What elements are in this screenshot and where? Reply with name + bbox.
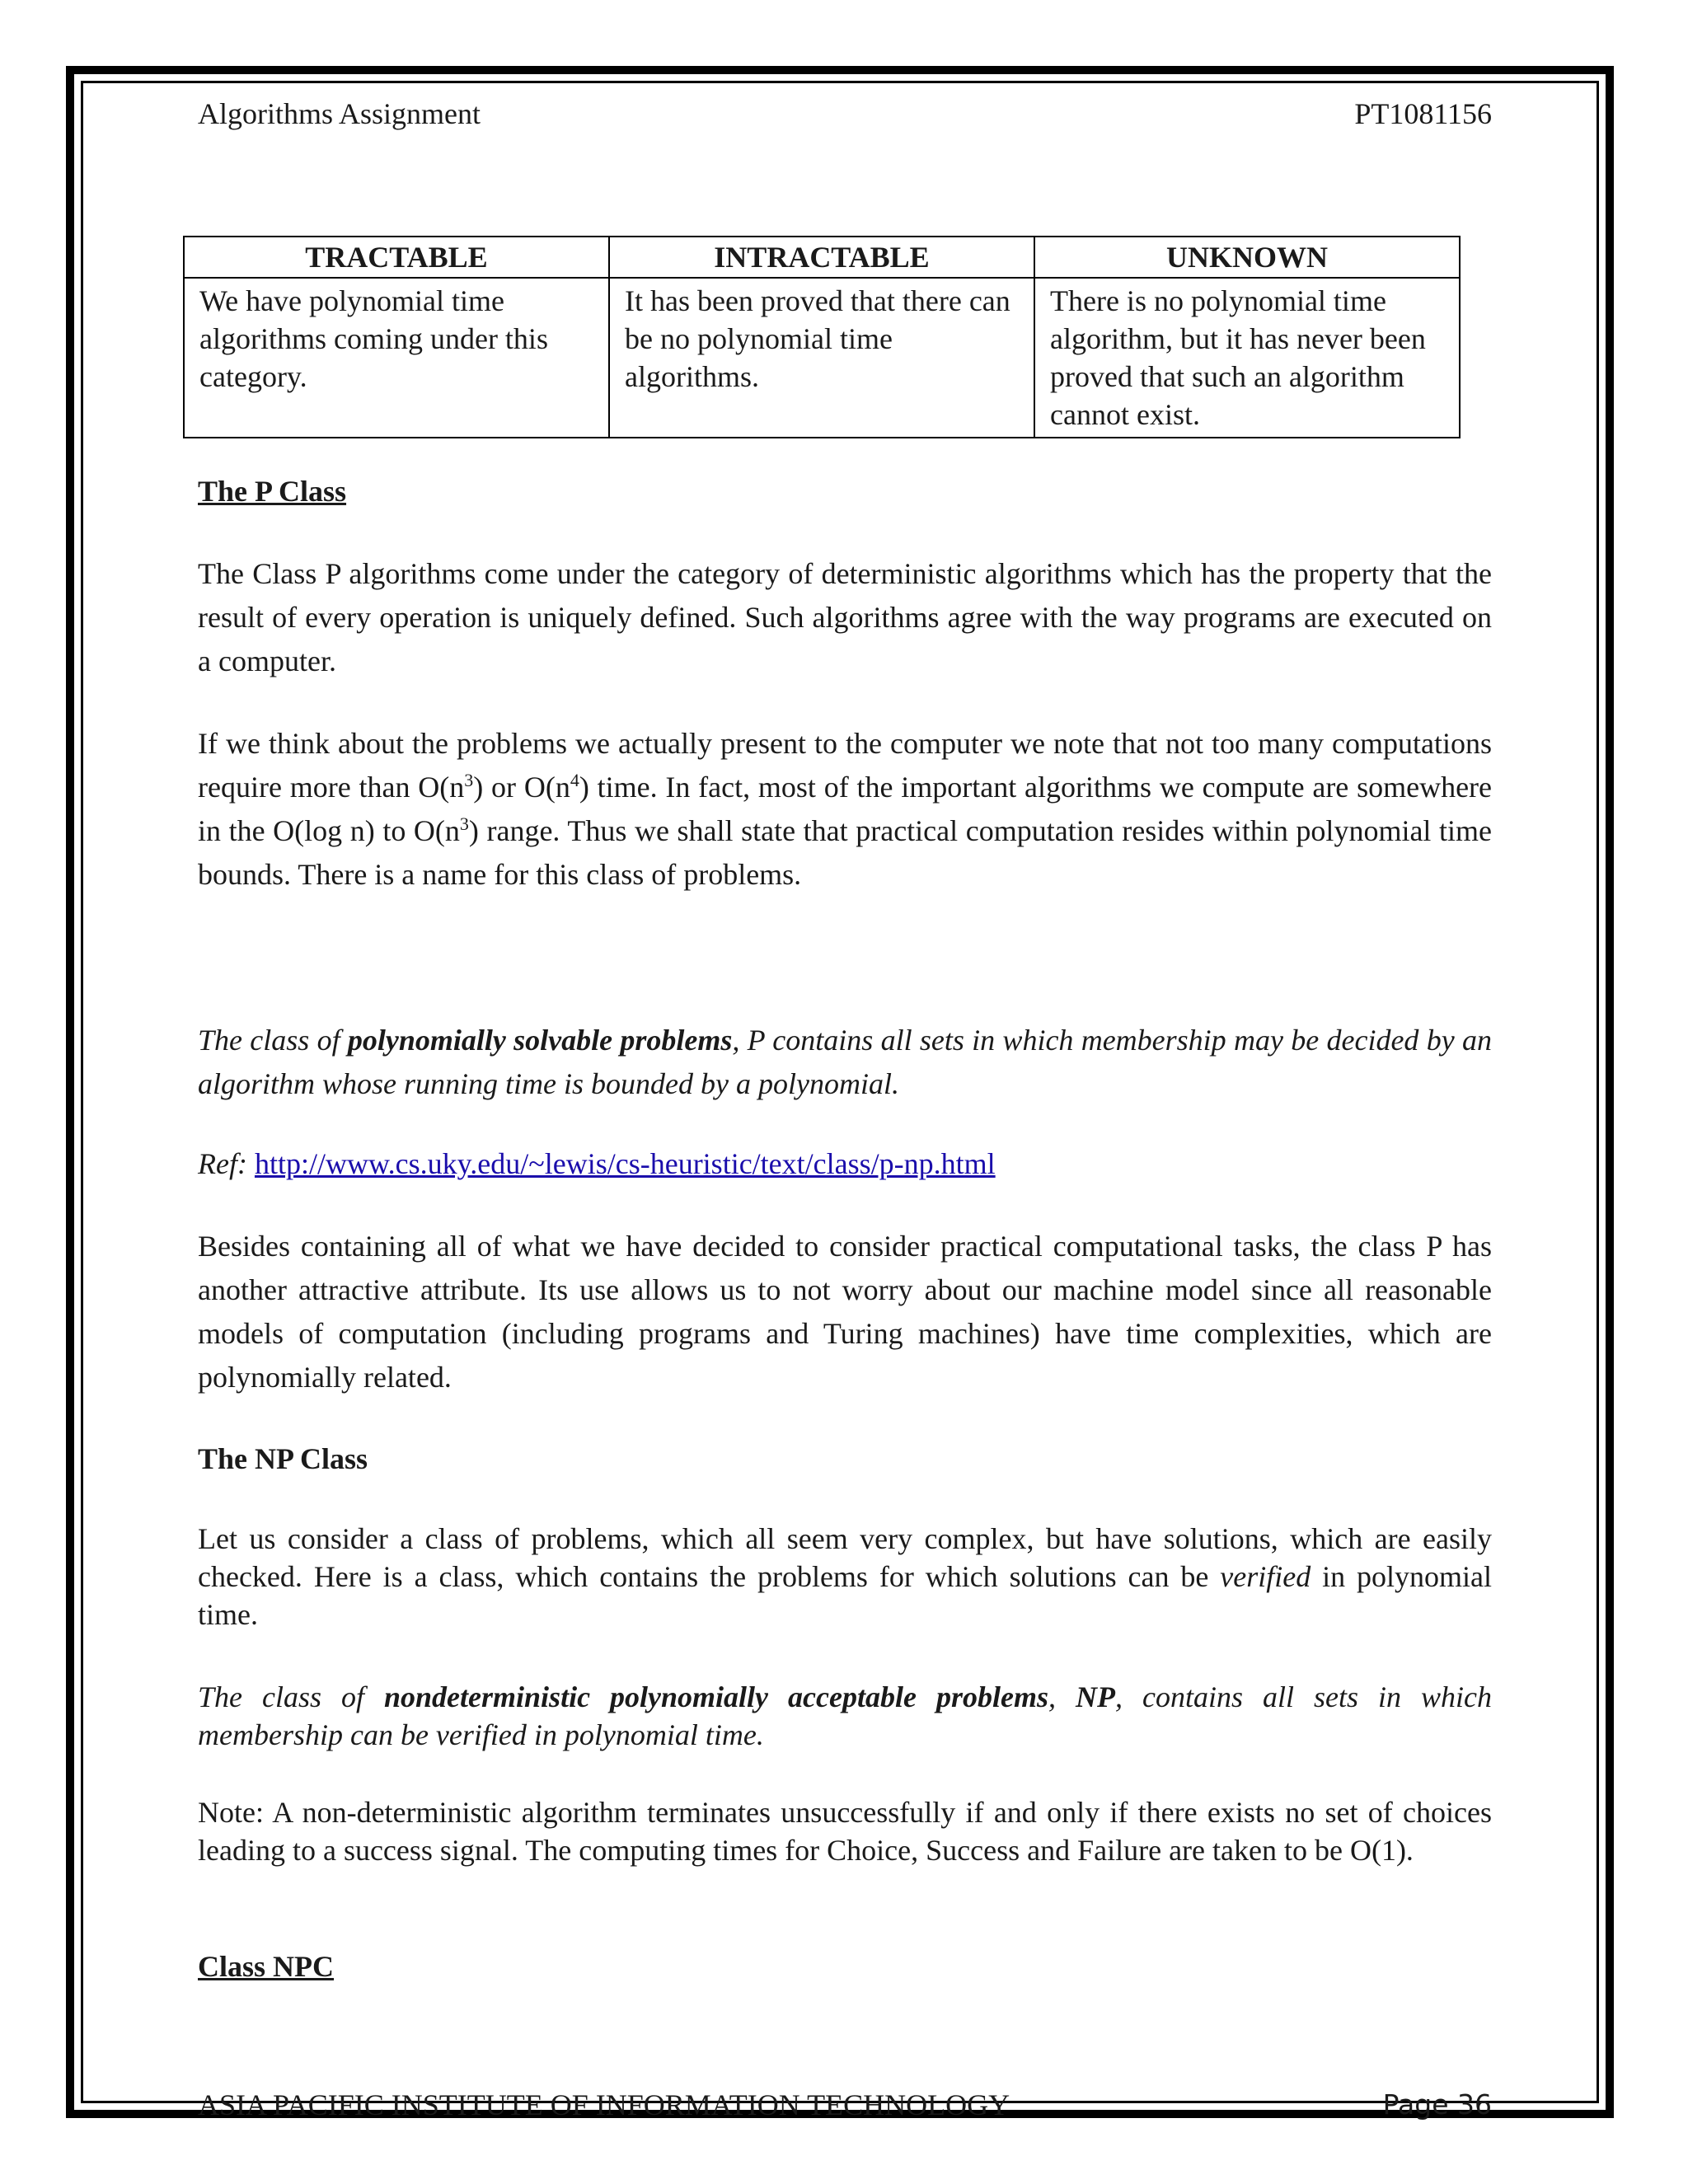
text-run: If we think about the problems we actually present to the computer we note that not too many computations require more than O(n	[198, 727, 1492, 804]
tractability-table	[183, 236, 1461, 438]
footer-institute: ASIA PACIFIC INSTITUTE OF INFORMATION TECHNOLOGY	[198, 2088, 1010, 2121]
header-student-id: PT1081156	[1354, 97, 1492, 130]
table-header-cell: UNKNOWN	[1034, 237, 1460, 278]
table-header-cell: INTRACTABLE	[609, 237, 1034, 278]
superscript: 3	[459, 813, 469, 834]
p-class-heading-block	[198, 473, 1492, 509]
paragraph	[198, 1520, 1492, 1633]
text-run: , contains all sets in which membership can be verified in polynomial time.	[198, 1680, 1492, 1751]
header-title: Algorithms Assignment	[198, 97, 481, 130]
section-heading: The P Class	[198, 475, 347, 508]
text-run: The class of	[198, 1680, 385, 1713]
text-run: ) or O(n	[473, 771, 570, 804]
reference-line	[198, 1142, 1492, 1186]
page-number: Page 36	[1382, 2088, 1492, 2121]
table-header-cell: TRACTABLE	[184, 237, 609, 278]
p-class-definition-block	[198, 1019, 1492, 1106]
paragraph: Besides containing all of what we have decided to consider practical computational tasks, the class P has another attractive attribute. Its use allows us to not worry about our machine model since all reasonable models of computation (including programs and Turing machines) have time complexities, which are polynomially related.	[198, 1230, 1492, 1394]
np-class-heading-block	[198, 1441, 1492, 1477]
bold-term: polynomially solvable problems	[347, 1024, 733, 1057]
bold-term: NP	[1075, 1680, 1115, 1713]
text-run: ) time. In fact, most of the important algorithms we compute are somewhere in the O(log n) to O(n	[198, 771, 1493, 847]
superscript: 4	[570, 770, 579, 790]
p-class-para2-block	[198, 722, 1492, 897]
npc-heading-block	[198, 1948, 1492, 1985]
reference-block	[198, 1142, 1492, 1186]
section-heading: The NP Class	[198, 1442, 368, 1475]
text-run: ) range. Thus we shall state that practical computation resides within polynomial time bounds. There is a name for this class of problems.	[198, 814, 1492, 891]
text-run: , P contains all sets in which membership may be decided by an algorithm whose running time is bounded by a polynomial.	[198, 1024, 1492, 1100]
text-run: The class of	[198, 1024, 348, 1057]
reference-link[interactable]: http://www.cs.uky.edu/~lewis/cs-heuristic/text/class/p-np.html	[254, 1147, 996, 1180]
text-run: ,	[1048, 1680, 1076, 1713]
np-class-para1-block	[198, 1520, 1492, 1633]
section-heading: Class NPC	[198, 1950, 335, 1983]
paragraph: The Class P algorithms come under the category of deterministic algorithms which has the property that the result of every operation is uniquely defined. Such algorithms agree with the way programs are executed on a computer.	[198, 557, 1492, 677]
superscript: 3	[464, 770, 474, 790]
table-cell: We have polynomial time algorithms coming under this category.	[184, 278, 609, 438]
np-class-definition-block	[198, 1678, 1492, 1754]
definition-paragraph	[198, 1678, 1492, 1754]
table-cell: It has been proved that there can be no polynomial time algorithms.	[609, 278, 1034, 438]
note-paragraph: Note: A non-deterministic algorithm terminates unsuccessfully if and only if there exists no set of choices leading to a success signal. The computing times for Choice, Success and Failure are taken to be O(1).	[198, 1796, 1492, 1867]
bold-term: nondeterministic polynomially acceptable problems	[384, 1680, 1048, 1713]
text-run: in polynomial time.	[198, 1560, 1492, 1631]
italic-term: verified	[1220, 1560, 1311, 1593]
paragraph	[198, 722, 1492, 897]
table-row	[184, 278, 1460, 438]
p-class-para3-block	[198, 1225, 1492, 1399]
definition-paragraph	[198, 1019, 1492, 1106]
p-class-para1-block	[198, 552, 1492, 683]
table-header-row	[184, 237, 1460, 278]
table-cell: There is no polynomial time algorithm, but it has never been proved that such an algorithm cannot exist.	[1034, 278, 1460, 438]
text-run: Let us consider a class of problems, which all seem very complex, but have solutions, which are easily checked. Here is a class, which contains the problems for which solutions can be	[198, 1522, 1492, 1593]
reference-label: Ref:	[198, 1147, 247, 1180]
np-note-block	[198, 1793, 1492, 1869]
